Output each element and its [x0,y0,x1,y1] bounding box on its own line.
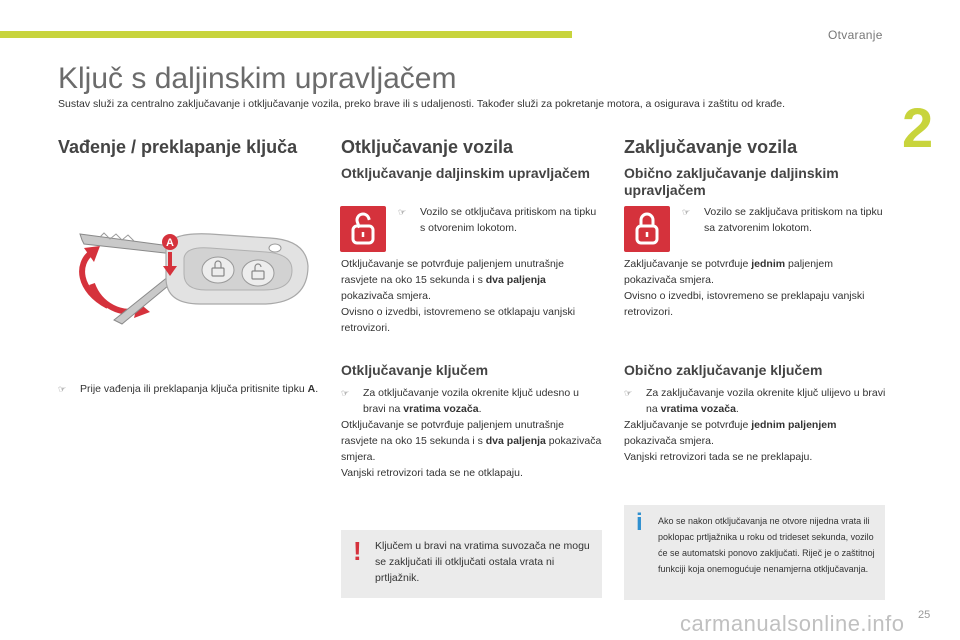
bullet-key-lock: ☞ Za zaključavanje vozila okrenite ključ ulijevo u bravi na vratima vozača. [624,387,886,415]
subheading-key-lock: Obično zaključavanje ključem [624,362,823,378]
open-padlock-icon [340,206,386,252]
remote-lock-confirmation: Zaključavanje se potvrđuje jednim paljenjem pokazivača smjera. Ovisno o izvedbi, istovremeno se preklapaju vanjski retrovizori. [624,258,865,318]
info-note [624,505,885,600]
pointing-hand-icon: ☞ [682,207,691,217]
info-icon: i [636,509,643,536]
bullet-remote-lock: ☞ Vozilo se zaključava pritiskom na tipku sa zatvorenim lokotom. [682,206,883,234]
subheading-remote-lock: Obično zaključavanje daljinskim upravljačem [624,165,839,198]
intro-paragraph: Sustav služi za centralno zaključavanje i otključavanje vozila, preko brave ili s udaljenosti. Također služi za pokretanje motora, a osigurava i zaštitu od krađe. [58,98,786,110]
section-name: Otvaranje [828,28,883,42]
page-number: 25 [918,609,931,621]
remote-unlock-confirmation: Otključavanje se potvrđuje paljenjem unutrašnje rasvjete na oko 15 sekunda i s dva paljenja pokazivača smjera. Ovisno o izvedbi, istovremeno se otklapaju vanjski retrovizori. [341,258,576,334]
page-title: Ključ s daljinskim upravljačem [58,62,457,95]
pointing-hand-icon: ☞ [341,388,350,398]
section-color-bar [0,31,572,38]
button-a-label: A [166,237,174,249]
pointing-hand-icon: ☞ [624,388,633,398]
pointing-hand-icon: ☞ [398,207,407,217]
chapter-number: 2 [902,96,934,159]
heading-locking: Zaključavanje vozila [624,137,798,157]
closed-padlock-icon [624,206,670,252]
bullet-press-button-a: ☞ Prije vađenja ili preklapanja ključa pritisnite tipku A. [58,383,319,395]
bullet-key-unlock: ☞ Za otključavanje vozila okrenite ključ udesno u bravi na vratima vozača. [341,387,579,415]
subheading-remote-unlock: Otključavanje daljinskim upravljačem [341,165,590,181]
heading-unlocking: Otključavanje vozila [341,137,514,157]
subheading-key-unlock: Otključavanje ključem [341,362,489,378]
warning-icon: ! [353,536,362,566]
heading-key-folding: Vađenje / preklapanje ključa [58,137,298,157]
key-lock-confirmation: Zaključavanje se potvrđuje jednim paljenjem pokazivača smjera. Vanjski retrovizori tada se ne preklapaju. [624,419,837,463]
pointing-hand-icon: ☞ [58,384,67,394]
warning-text: Ključem u bravi na vratima suvozača ne mogu se zaključati ili otključati ostala vrata ni prtljažnik. [375,540,590,584]
watermark: carmanualsonline.info [680,611,905,636]
key-unlock-confirmation: Otključavanje se potvrđuje paljenjem unutrašnje rasvjete na oko 15 sekunda i s dva paljenja pokazivača smjera. Vanjski retrovizori tada se ne otklapaju. [341,419,602,479]
bullet-remote-unlock: ☞ Vozilo se otključava pritiskom na tipku s otvorenim lokotom. [398,206,597,234]
info-text: Ako se nakon otključavanja ne otvore nijedna vrata ili poklopac prtljažnika u roku od trideset sekunda, vozilo će se automatski ponovo zaključati. Riječ je o zaštitnoj funkciji koja onemogućuje nenamjerna otključavanja. [658,516,875,574]
warning-note [341,530,602,598]
key-folding-illustration [70,218,315,330]
